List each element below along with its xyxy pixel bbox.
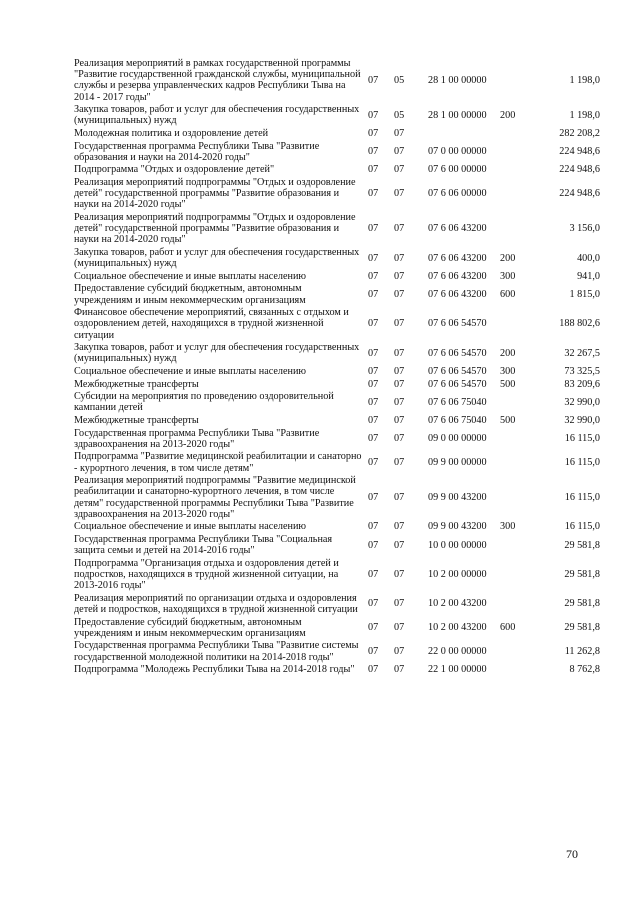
row-name: Реализация мероприятий подпрограммы "Развитие медицинской реабилитации и санаторно-курортного лечения, в том числе детям" государственной программы Республики Тыва "Развитие здравоохранения на 2013-2020 годы"	[74, 475, 356, 520]
row-name: Молодежная политика и оздоровление детей	[74, 128, 269, 139]
row-subsection: 07	[394, 146, 405, 158]
row-name: Субсидии на мероприятия по проведению оздоровительной кампании детей	[74, 391, 334, 414]
row-name: Государственная программа Республики Тыва "Развитие образования и науки на 2014-2020 годы"	[74, 140, 320, 163]
row-name: Социальное обеспечение и иные выплаты населению	[74, 521, 307, 533]
row-amount: 16 115,0	[564, 491, 600, 503]
row-amount: 11 262,8	[564, 645, 600, 657]
table-row	[74, 128, 600, 141]
table-row	[74, 164, 600, 177]
row-amount: 400,0	[577, 252, 600, 264]
row-name: Подпрограмма "Развитие медицинской реабилитации и санаторно - курортного лечения, в том числе детям"	[74, 451, 362, 474]
row-section: 07	[368, 456, 379, 468]
row-target-article: 07 6 06 54570	[428, 378, 487, 390]
row-name: Государственная программа Республики Тыва "Развитие системы государственной молодежной политики на 2014-2018 годы"	[74, 640, 359, 663]
row-subsection: 07	[394, 223, 405, 235]
table-row	[74, 271, 600, 284]
row-subsection: 07	[394, 288, 405, 300]
row-amount: 188 802,6	[559, 318, 600, 330]
row-name: Реализация мероприятий по организации отдыха и оздоровления детей и подростков, находящихся в трудной жизненной ситуации	[74, 592, 358, 615]
row-target-article: 10 2 00 43200	[428, 622, 487, 634]
row-target-article: 07 0 00 00000	[428, 146, 487, 158]
row-section: 07	[368, 568, 379, 580]
row-subsection: 07	[394, 645, 405, 657]
row-amount: 83 209,6	[564, 378, 600, 390]
row-subsection: 07	[394, 539, 405, 551]
row-amount: 224 948,6	[559, 146, 600, 158]
row-section: 07	[368, 109, 379, 121]
row-amount: 282 208,2	[559, 128, 600, 139]
row-expense-type: 500	[500, 378, 516, 390]
row-name: Реализация мероприятий подпрограммы "Отдых и оздоровление детей" государственной программы "Развитие образования и науки на 2014-2020 годы"	[74, 211, 356, 246]
row-name: Подпрограмма "Отдых и оздоровление детей"	[74, 164, 275, 176]
row-name: Государственная программа Республики Тыва "Социальная защита семьи и детей на 2014-2016 годы"	[74, 533, 333, 557]
row-expense-type: 200	[500, 347, 516, 359]
row-target-article: 09 9 00 43200	[428, 491, 487, 503]
row-section: 07	[368, 491, 379, 503]
row-target-article: 09 9 00 00000	[428, 456, 487, 468]
row-amount: 1 198,0	[569, 74, 600, 86]
row-expense-type	[500, 212, 534, 247]
row-expense-type	[500, 177, 534, 212]
row-name: Закупка товаров, работ и услуг для обеспечения государственных (муниципальных) нужд	[74, 342, 360, 365]
row-expense-type	[500, 141, 534, 165]
row-expense-type	[500, 58, 534, 104]
row-name: Реализация мероприятий подпрограммы "Отдых и оздоровление детей" государственной программы "Развитие образования и науки на 2014-2020 годы"	[74, 176, 356, 211]
row-section: 07	[368, 664, 379, 676]
row-name: Предоставление субсидий бюджетным, автономным учреждениям и иным некоммерческим организациям	[74, 616, 306, 639]
row-amount: 8 762,8	[569, 664, 600, 676]
row-subsection: 05	[394, 74, 405, 86]
row-target-article: 09 9 00 43200	[428, 521, 487, 533]
row-amount: 224 948,6	[559, 164, 600, 176]
row-section: 07	[368, 164, 379, 176]
row-name: Государственная программа Республики Тыва "Развитие здравоохранения на 2013-2020 годы"	[74, 427, 320, 450]
row-subsection: 07	[394, 664, 405, 676]
row-subsection: 07	[394, 456, 405, 468]
row-expense-type	[500, 558, 534, 593]
row-target-article: 07 6 00 00000	[428, 164, 487, 176]
table-row	[74, 534, 600, 558]
table-row	[74, 640, 600, 664]
row-name: Подпрограмма "Организация отдыха и оздоровления детей и подростков, находящихся в трудной жизненной ситуации, на 2013-2016 годы"	[74, 557, 339, 592]
row-section: 07	[368, 146, 379, 158]
row-expense-type: 300	[500, 365, 516, 377]
row-subsection: 07	[394, 365, 405, 377]
row-amount: 16 115,0	[564, 521, 600, 533]
row-section: 07	[368, 521, 379, 533]
row-name: Закупка товаров, работ и услуг для обеспечения государственных (муниципальных) нужд	[74, 246, 360, 270]
row-amount: 29 581,8	[564, 539, 600, 551]
table-row	[74, 451, 600, 475]
row-section: 07	[368, 347, 379, 359]
row-expense-type	[500, 593, 534, 617]
row-target-article: 28 1 00 00000	[428, 74, 487, 86]
row-name: Закупка товаров, работ и услуг для обеспечения государственных (муниципальных) нужд	[74, 104, 360, 127]
row-expense-type	[500, 128, 534, 141]
table-row	[74, 664, 600, 677]
row-expense-type	[500, 428, 534, 452]
row-target-article: 07 6 06 75040	[428, 414, 487, 426]
row-target-article: 07 6 06 43200	[428, 252, 487, 264]
row-target-article: 07 6 06 54570	[428, 318, 487, 330]
row-amount: 1 198,0	[569, 109, 600, 121]
row-subsection: 07	[394, 433, 405, 445]
row-expense-type	[500, 475, 534, 521]
budget-table-body	[74, 58, 600, 677]
row-target-article: 10 2 00 00000	[428, 568, 487, 580]
row-expense-type	[500, 391, 534, 415]
table-row	[74, 342, 600, 366]
row-name: Предоставление субсидий бюджетным, автономным учреждениям и иным некоммерческим организациям	[74, 283, 306, 306]
row-name: Межбюджетные трансферты	[74, 378, 199, 390]
row-amount: 29 581,8	[564, 598, 600, 610]
row-amount: 941,0	[577, 270, 600, 282]
row-section: 07	[368, 378, 379, 390]
row-name: Финансовое обеспечение мероприятий, связанных с отдыхом и оздоровлением детей, находящихся в трудной жизненной ситуации	[74, 307, 349, 341]
row-section: 07	[368, 414, 379, 426]
table-row	[74, 283, 600, 307]
row-section: 07	[368, 622, 379, 634]
row-target-article: 10 0 00 00000	[428, 539, 487, 551]
row-expense-type: 600	[500, 622, 516, 634]
row-amount: 32 267,5	[564, 347, 600, 359]
table-row	[74, 212, 600, 247]
row-subsection: 07	[394, 164, 405, 176]
table-row	[74, 475, 600, 521]
table-row	[74, 558, 600, 593]
row-section: 07	[368, 598, 379, 610]
row-name: Социальное обеспечение и иные выплаты населению	[74, 365, 307, 377]
row-expense-type: 300	[500, 521, 516, 533]
row-target-article	[428, 128, 500, 141]
table-row	[74, 428, 600, 452]
row-target-article: 10 2 00 43200	[428, 598, 487, 610]
row-subsection: 07	[394, 188, 405, 200]
row-expense-type	[500, 640, 534, 664]
row-target-article: 07 6 06 75040	[428, 396, 487, 408]
row-name: Социальное обеспечение и иные выплаты населению	[74, 270, 307, 282]
row-section: 07	[368, 396, 379, 408]
row-target-article: 07 6 06 43200	[428, 270, 487, 282]
row-subsection: 07	[394, 318, 405, 330]
row-amount: 3 156,0	[569, 223, 600, 235]
table-row	[74, 307, 600, 342]
row-amount: 32 990,0	[564, 396, 600, 408]
row-subsection: 07	[394, 396, 405, 408]
row-target-article: 22 1 00 00000	[428, 664, 487, 676]
row-amount: 32 990,0	[564, 414, 600, 426]
table-row	[74, 521, 600, 534]
row-subsection: 07	[394, 378, 405, 390]
row-subsection: 07	[394, 598, 405, 610]
row-amount: 16 115,0	[564, 433, 600, 445]
row-amount: 29 581,8	[564, 568, 600, 580]
table-row	[74, 58, 600, 104]
row-target-article: 28 1 00 00000	[428, 109, 487, 121]
table-row	[74, 617, 600, 641]
table-row	[74, 415, 600, 428]
row-section: 07	[368, 365, 379, 377]
row-subsection: 07	[394, 252, 405, 264]
row-subsection: 07	[394, 521, 405, 533]
table-row	[74, 593, 600, 617]
row-subsection: 07	[394, 414, 405, 426]
row-section: 07	[368, 645, 379, 657]
table-row	[74, 379, 600, 392]
row-section: 07	[368, 270, 379, 282]
row-section: 07	[368, 318, 379, 330]
row-expense-type: 200	[500, 252, 516, 264]
row-name: Межбюджетные трансферты	[74, 414, 199, 426]
row-subsection: 07	[394, 491, 405, 503]
row-section: 07	[368, 74, 379, 86]
row-section: 07	[368, 433, 379, 445]
row-section: 07	[368, 288, 379, 300]
row-amount: 29 581,8	[564, 622, 600, 634]
row-amount: 1 815,0	[569, 288, 600, 300]
row-target-article: 07 6 06 43200	[428, 288, 487, 300]
table-row	[74, 141, 600, 165]
row-expense-type	[500, 451, 534, 475]
row-expense-type: 200	[500, 109, 516, 121]
table-row	[74, 247, 600, 271]
row-amount: 224 948,6	[559, 188, 600, 200]
table-row	[74, 104, 600, 128]
row-section: 07	[368, 188, 379, 200]
row-subsection: 07	[394, 347, 405, 359]
row-subsection: 07	[394, 622, 405, 634]
row-target-article: 07 6 06 54570	[428, 365, 487, 377]
row-name: Реализация мероприятий в рамках государственной программы "Развитие государственной гражданской службы, муниципальной службы и резерва управленческих кадров Республики Тыва на 2014 - 2017 годы"	[74, 58, 361, 103]
row-subsection: 07	[394, 568, 405, 580]
row-expense-type: 500	[500, 414, 516, 426]
row-section: 07	[368, 223, 379, 235]
row-amount: 73 325,5	[564, 365, 600, 377]
row-expense-type	[500, 307, 534, 342]
row-target-article: 22 0 00 00000	[428, 645, 487, 657]
row-expense-type	[500, 534, 534, 558]
row-subsection: 07	[394, 270, 405, 282]
row-target-article: 07 6 06 43200	[428, 223, 487, 235]
table-row	[74, 177, 600, 212]
row-expense-type	[500, 164, 534, 177]
row-amount: 16 115,0	[564, 456, 600, 468]
page-number: 70	[566, 847, 578, 861]
row-target-article: 09 0 00 00000	[428, 433, 487, 445]
row-subsection: 05	[394, 109, 405, 121]
row-subsection: 07	[394, 128, 405, 139]
budget-table	[74, 58, 600, 677]
row-expense-type: 600	[500, 288, 516, 300]
row-expense-type	[500, 664, 534, 677]
table-row	[74, 391, 600, 415]
row-section: 07	[368, 252, 379, 264]
row-section: 07	[368, 128, 379, 139]
row-section: 07	[368, 539, 379, 551]
row-target-article: 07 6 06 54570	[428, 347, 487, 359]
row-name: Подпрограмма "Молодежь Республики Тыва на 2014-2018 годы"	[74, 664, 355, 676]
row-target-article: 07 6 06 00000	[428, 188, 487, 200]
row-expense-type: 300	[500, 270, 516, 282]
table-row	[74, 366, 600, 379]
